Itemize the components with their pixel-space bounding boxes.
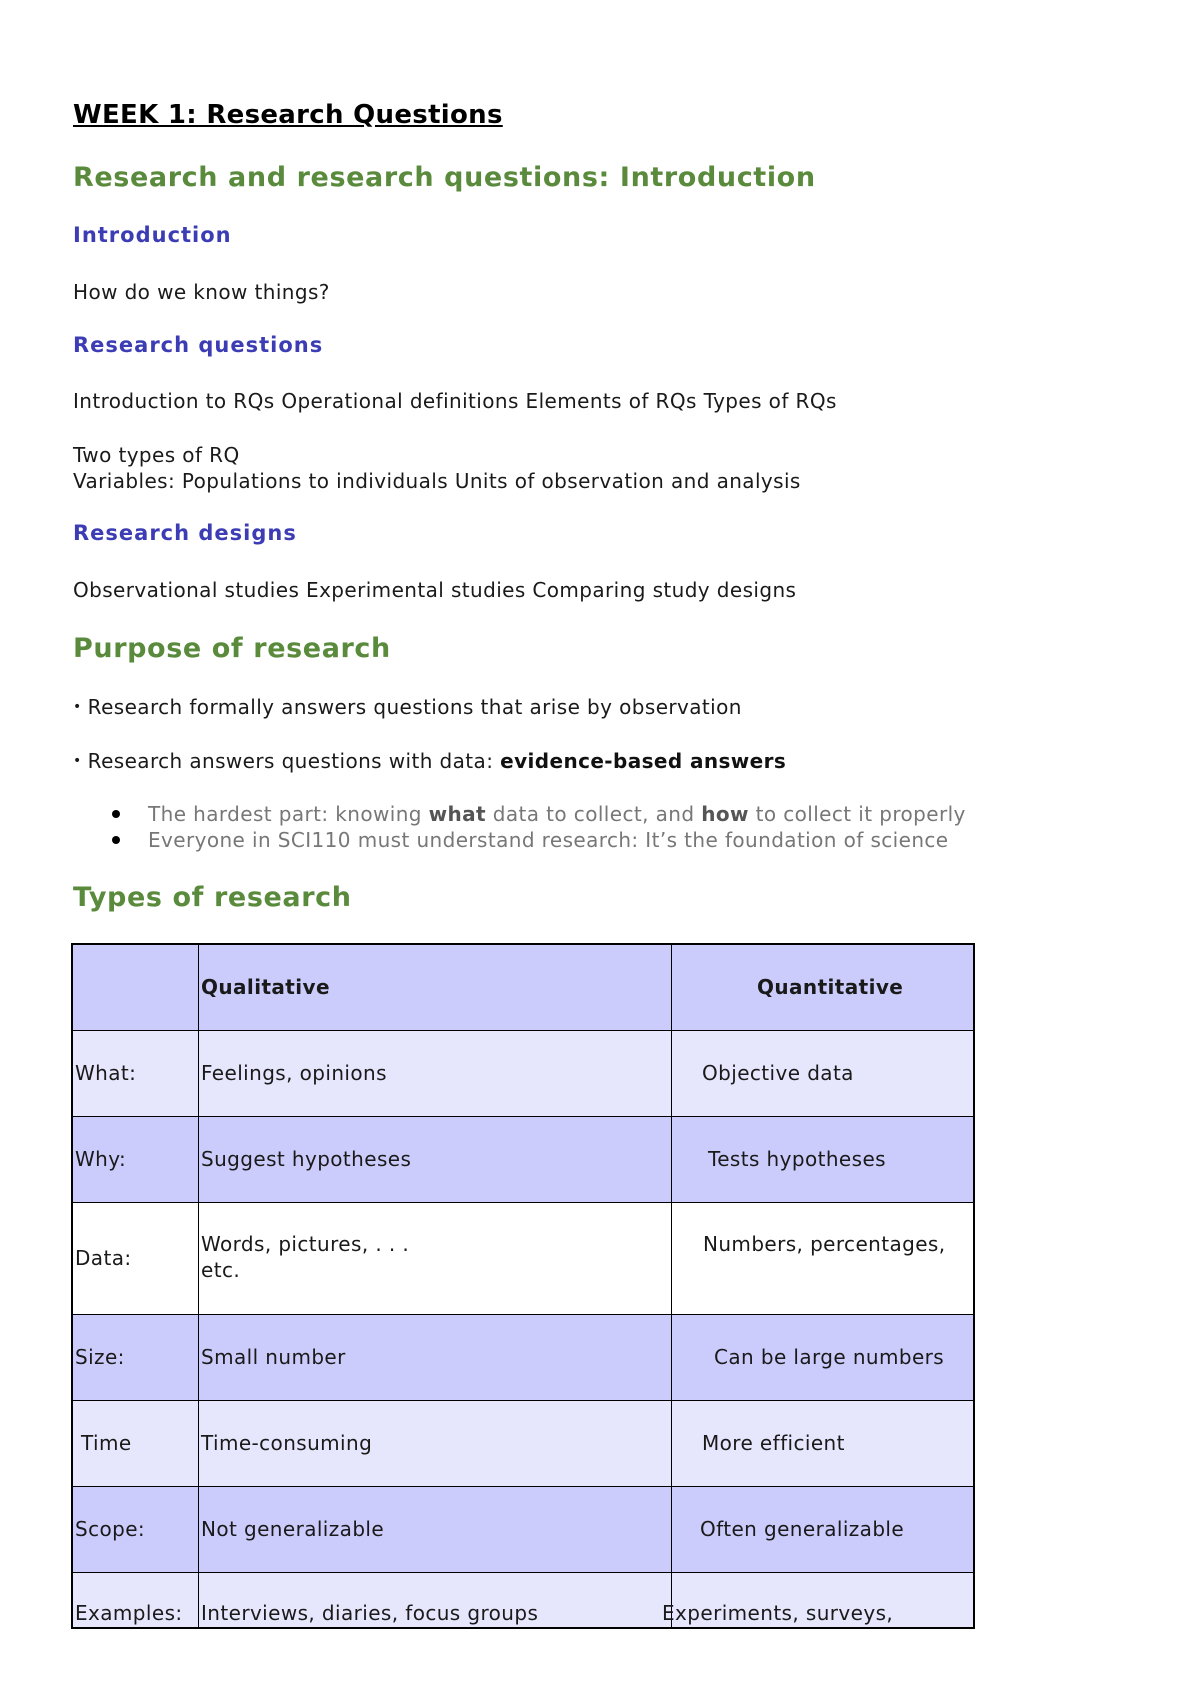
bullet-icon: • <box>73 753 82 769</box>
data-row-qualitative: Words, pictures, . . . <box>201 1231 410 1256</box>
section-heading-types: Types of research <box>73 882 352 913</box>
table-cell: Suggest hypotheses <box>199 1116 672 1202</box>
rq-topics: Introduction to RQs Operational definitions Elements of RQs Types of RQs <box>73 389 837 413</box>
table-row <box>72 1486 974 1572</box>
table-cell: Scope: <box>72 1486 199 1572</box>
table-cell: What: <box>72 1030 199 1116</box>
table-cell: Not generalizable <box>199 1486 672 1572</box>
table-row <box>72 1202 974 1314</box>
table-cell: Small number <box>199 1314 672 1400</box>
bullet-dot-icon <box>112 836 120 844</box>
purpose-bullet-2-bold: evidence-based answers <box>500 749 787 773</box>
data-row-qualitative-extra: etc. <box>201 1257 241 1282</box>
table-cell: More efficient <box>672 1400 975 1486</box>
table-header-cell: Quantitative <box>672 944 975 1030</box>
sub1-part-d: how <box>701 802 749 826</box>
table-cell <box>199 1202 672 1314</box>
examples-quantitative: Experiments, surveys, <box>662 1601 894 1625</box>
subheading-introduction: Introduction <box>73 223 232 247</box>
sub1-part-a: The hardest part: knowing <box>148 802 429 826</box>
purpose-sub-list <box>108 801 966 853</box>
purpose-bullet-1-text: Research formally answers questions that arise by observation <box>87 695 742 719</box>
table-cell: Numbers, percentages, <box>672 1202 975 1314</box>
table-cell: Interviews, diaries, focus groups <box>199 1572 672 1628</box>
purpose-bullet-2 <box>73 748 786 774</box>
table-cell: Examples: <box>72 1572 199 1628</box>
designs-text: Observational studies Experimental studies Comparing study designs <box>73 578 797 602</box>
table-row <box>72 1030 974 1116</box>
table-cell: Feelings, opinions <box>199 1030 672 1116</box>
table-cell: Tests hypotheses <box>672 1116 975 1202</box>
table-cell: Often generalizable <box>672 1486 975 1572</box>
table-row <box>72 1400 974 1486</box>
table-header-cell <box>72 944 199 1030</box>
rq-types: Two types of RQ <box>73 443 240 467</box>
table-cell: Data: <box>72 1202 199 1314</box>
table-header-row <box>72 944 974 1030</box>
purpose-sub-item-1 <box>108 801 966 827</box>
sub1-part-c: data to collect, and <box>486 802 702 826</box>
table-cell: Time-consuming <box>199 1400 672 1486</box>
intro-text: How do we know things? <box>73 280 330 304</box>
table-header-cell: Qualitative <box>199 944 672 1030</box>
section-heading-intro: Research and research questions: Introduction <box>73 162 816 193</box>
purpose-sub-item-2 <box>108 827 966 853</box>
purpose-bullet-1 <box>73 694 742 720</box>
types-of-research-table <box>71 943 975 1629</box>
table-cell: Can be large numbers <box>672 1314 975 1400</box>
table-cell: Why: <box>72 1116 199 1202</box>
subheading-research-designs: Research designs <box>73 521 297 545</box>
sub1-part-e: to collect it properly <box>748 802 966 826</box>
sub1-part-b: what <box>428 802 486 826</box>
table-row <box>72 1572 974 1628</box>
bullet-icon: • <box>73 699 82 715</box>
purpose-bullet-2-text: Research answers questions with data: <box>87 749 501 773</box>
table-cell: Objective data <box>672 1030 975 1116</box>
subheading-research-questions: Research questions <box>73 333 324 357</box>
table-cell <box>662 1572 975 1628</box>
sub2-text: Everyone in SCI110 must understand research: It’s the foundation of science <box>148 828 949 852</box>
table-cell: Time <box>72 1400 199 1486</box>
table-cell: Size: <box>72 1314 199 1400</box>
bullet-dot-icon <box>112 810 120 818</box>
document-title: WEEK 1: Research Questions <box>73 100 503 130</box>
section-heading-purpose: Purpose of research <box>73 633 391 664</box>
rq-variables: Variables: Populations to individuals Units of observation and analysis <box>73 469 801 493</box>
table-row <box>72 1116 974 1202</box>
table-row <box>72 1314 974 1400</box>
